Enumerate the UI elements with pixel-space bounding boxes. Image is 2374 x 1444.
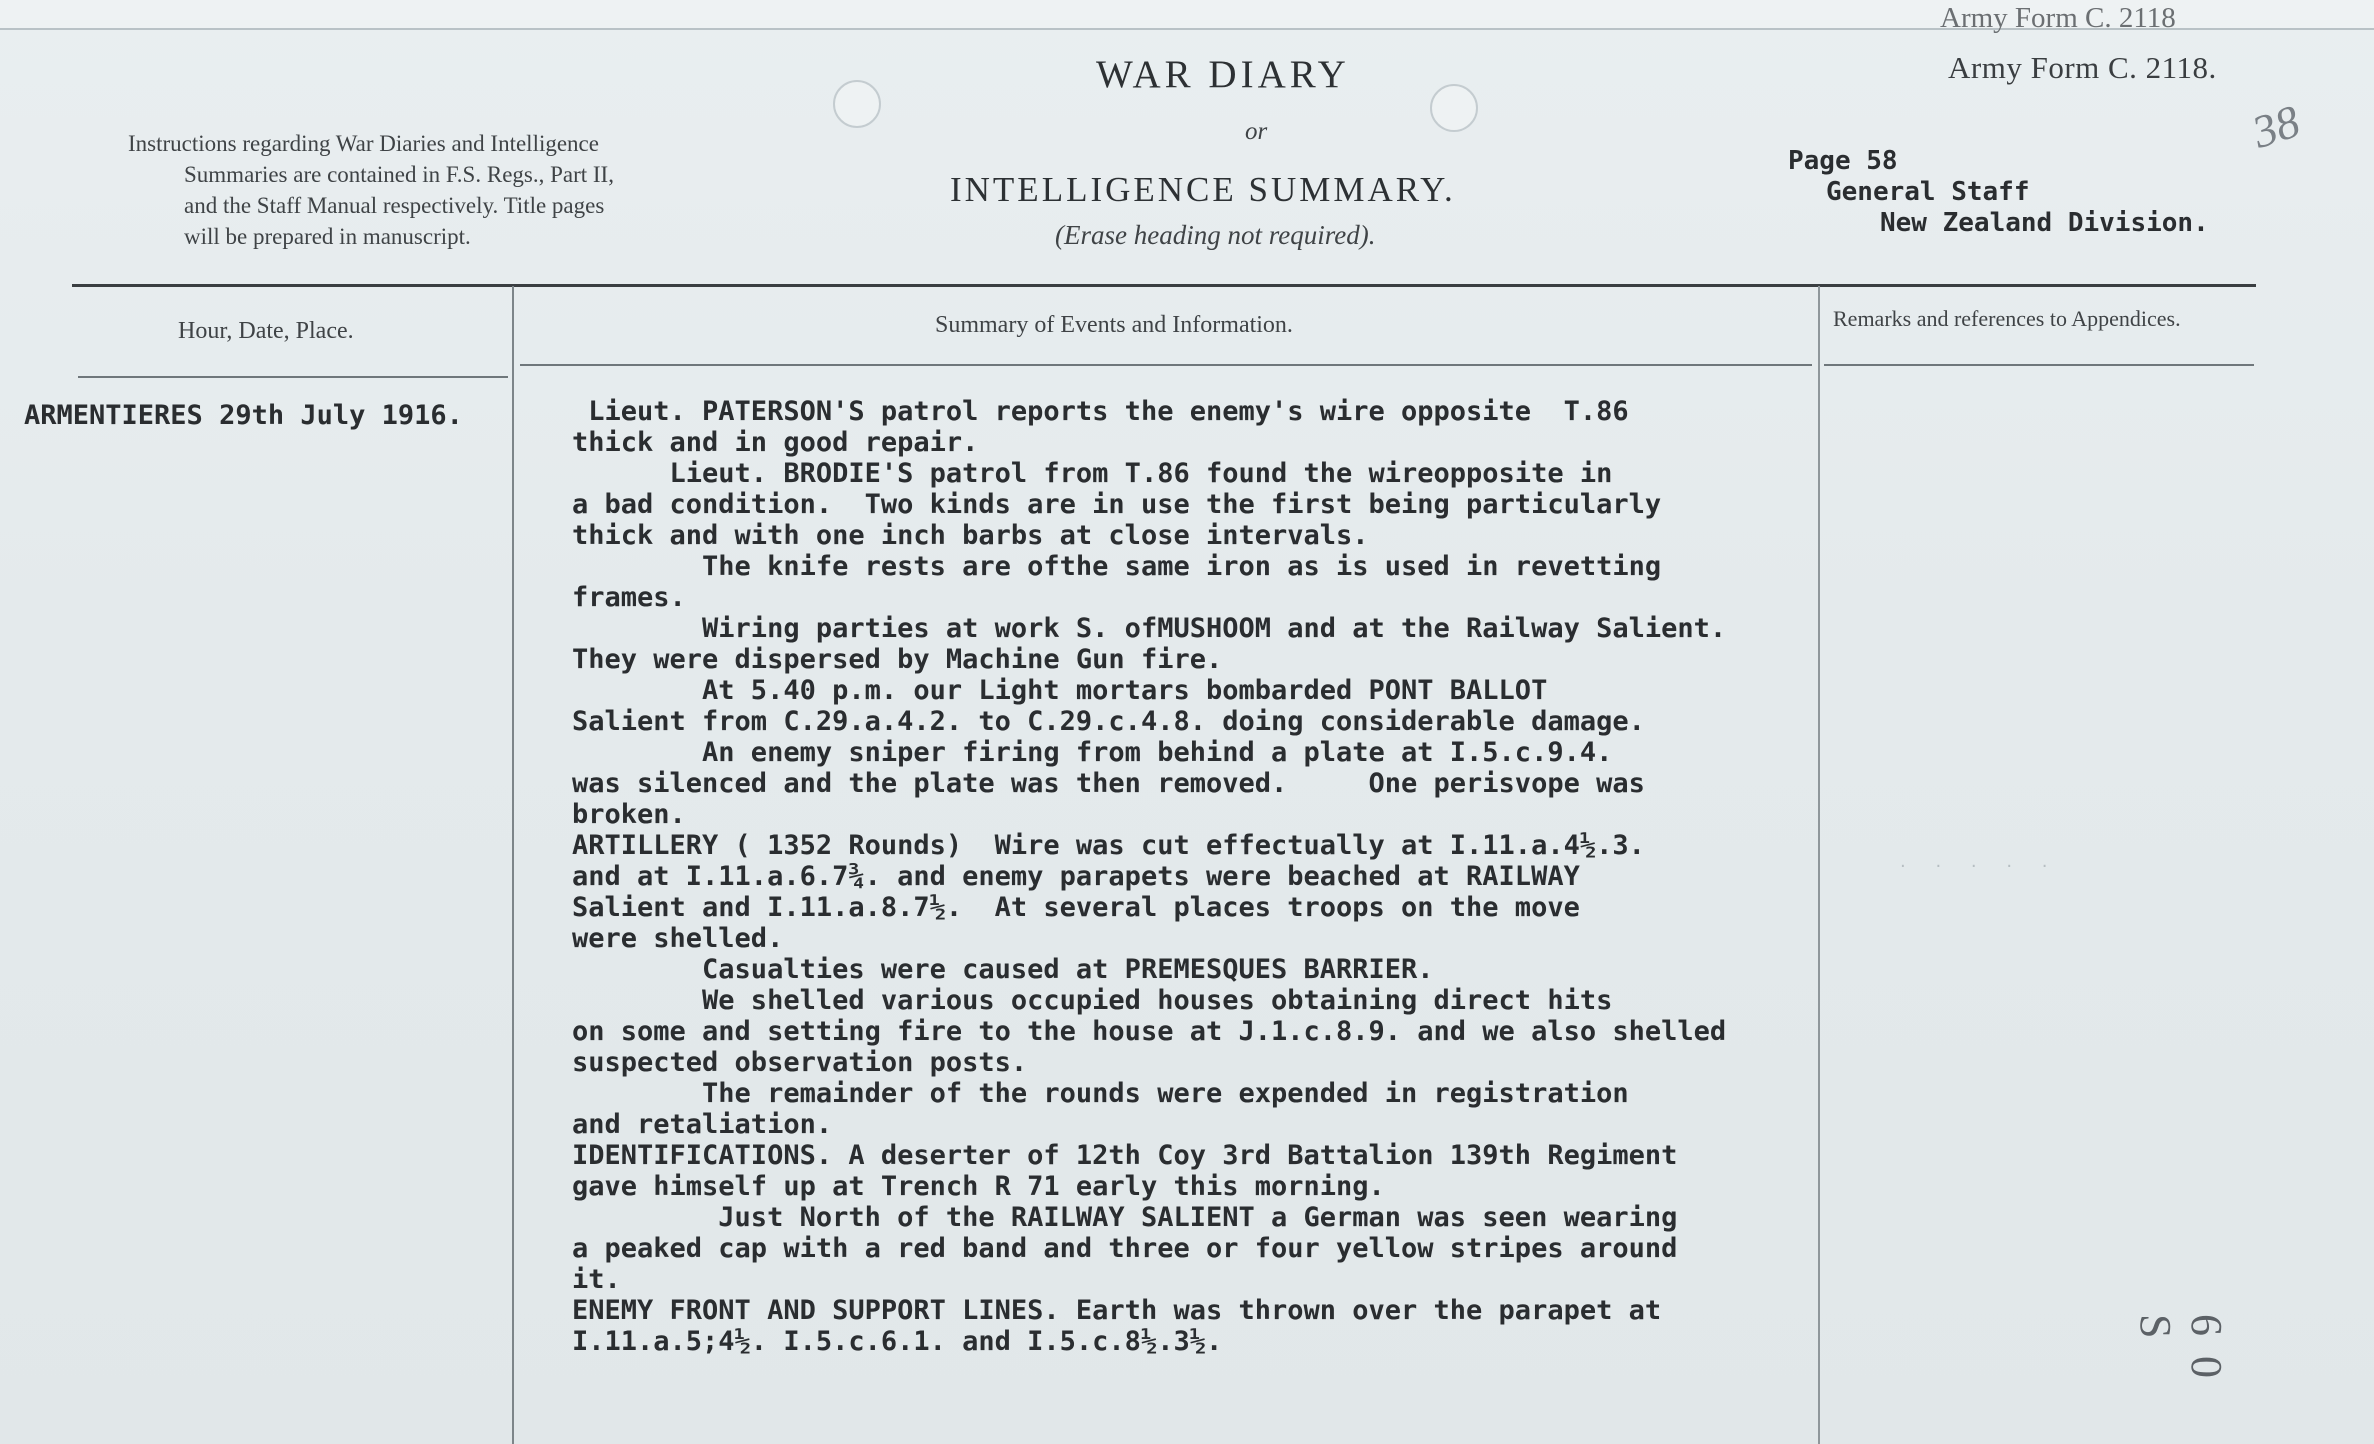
erase-note: (Erase heading not required). — [1055, 220, 1376, 250]
summary-line: Lieut. BRODIE'S patrol from T.86 found the wireopposite in — [572, 458, 1613, 489]
summary-line: I.11.a.5;4½. I.5.c.6.1. and I.5.c.8½.3½. — [572, 1326, 1223, 1357]
title-or: or — [1245, 118, 1268, 145]
punch-hole — [1430, 84, 1478, 132]
instructions-line: Instructions regarding War Diaries and Intelligence — [128, 131, 599, 156]
summary-line: a peaked cap with a red band and three or four yellow stripes around — [572, 1233, 1678, 1264]
summary-line: Salient and I.11.a.8.7½. At several places troops on the move — [572, 892, 1580, 923]
summary-line: Just North of the RAILWAY SALIENT a German was seen wearing — [572, 1202, 1678, 1233]
page-number: Page 58 — [1788, 146, 1898, 176]
handwritten-folio-number: 38 — [2246, 95, 2306, 158]
instructions-line: and the Staff Manual respectively. Title pages — [184, 193, 605, 218]
summary-line: broken. — [572, 799, 686, 830]
summary-title: INTELLIGENCE SUMMARY. — [950, 170, 1456, 209]
form-instructions — [128, 128, 768, 252]
summary-line: suspected observation posts. — [572, 1047, 1028, 1078]
summary-line: Salient from C.29.a.4.2. to C.29.c.4.8. doing considerable damage. — [572, 706, 1645, 737]
column-divider-left — [512, 286, 514, 1444]
summary-line: a bad condition. Two kinds are in use the first being particularly — [572, 489, 1662, 520]
summary-line: and at I.11.a.6.7¾. and enemy parapets were beached at RAILWAY — [572, 861, 1580, 892]
summary-line: was silenced and the plate was then removed. One perisvope was — [572, 768, 1645, 799]
summary-line: on some and setting fire to the house at J.1.c.8.9. and we also shelled — [572, 1016, 1727, 1047]
summary-line: it. — [572, 1264, 621, 1295]
summary-line: and retaliation. — [572, 1109, 833, 1140]
army-form-number: Army Form C. 2118. — [1948, 50, 2217, 85]
summary-line: Wiring parties at work S. ofMUSHOOM and at the Railway Salient. — [572, 613, 1727, 644]
summary-line: frames. — [572, 582, 686, 613]
unit-header — [1788, 146, 2209, 239]
summary-line: We shelled various occupied houses obtaining direct hits — [572, 985, 1613, 1016]
faint-marks: · · · · · — [1900, 856, 2060, 877]
summary-line: were shelled. — [572, 923, 784, 954]
summary-line: thick and with one inch barbs at close intervals. — [572, 520, 1369, 551]
column-divider-right — [1818, 286, 1820, 1444]
summary-line-enemy-lines: ENEMY FRONT AND SUPPORT LINES. Earth was thrown over the parapet at — [572, 1295, 1662, 1326]
col-head-rule-2 — [520, 364, 1812, 366]
summary-line: Lieut. PATERSON'S patrol reports the enemy's wire opposite T.86 — [572, 396, 1629, 427]
summary-line: thick and in good repair. — [572, 427, 979, 458]
entry-summary-text — [572, 396, 1726, 1357]
summary-line: The knife rests are ofthe same iron as is used in revetting — [572, 551, 1662, 582]
instructions-line: will be prepared in manuscript. — [184, 224, 471, 249]
header-rule — [72, 284, 2256, 287]
margin-handwritten-marks: 60 S — [2131, 1314, 2231, 1398]
column-header-hour-date-place: Hour, Date, Place. — [178, 318, 354, 344]
summary-line: They were dispersed by Machine Gun fire. — [572, 644, 1223, 675]
division-label: New Zealand Division. — [1880, 208, 2209, 238]
summary-line: Casualties were caused at PREMESQUES BARRIER. — [572, 954, 1434, 985]
summary-line: At 5.40 p.m. our Light mortars bombarded PONT BALLOT — [572, 675, 1548, 706]
summary-line-identifications: IDENTIFICATIONS. A deserter of 12th Coy 3rd Battalion 139th Regiment — [572, 1140, 1678, 1171]
summary-line: gave himself up at Trench R 71 early this morning. — [572, 1171, 1385, 1202]
entry-place-date: ARMENTIERES 29th July 1916. — [24, 400, 463, 431]
diary-title: WAR DIARY — [1096, 53, 1350, 96]
summary-line: ARTILLERY ( 1352 Rounds) Wire was cut effectually at I.11.a.4½.3. — [572, 830, 1645, 861]
instructions-line: Summaries are contained in F.S. Regs., Part II, — [184, 162, 614, 187]
column-header-remarks: Remarks and references to Appendices. — [1833, 306, 2181, 331]
column-header-summary: Summary of Events and Information. — [935, 312, 1293, 338]
summary-line: An enemy sniper firing from behind a plate at I.5.c.9.4. — [572, 737, 1613, 768]
col-head-rule-3 — [1824, 364, 2254, 366]
col-head-rule-1 — [78, 376, 508, 378]
staff-label: General Staff — [1826, 177, 2030, 207]
summary-line: The remainder of the rounds were expended in registration — [572, 1078, 1629, 1109]
punch-hole — [833, 80, 881, 128]
underlying-form-number: Army Form C. 2118 — [1940, 2, 2176, 34]
